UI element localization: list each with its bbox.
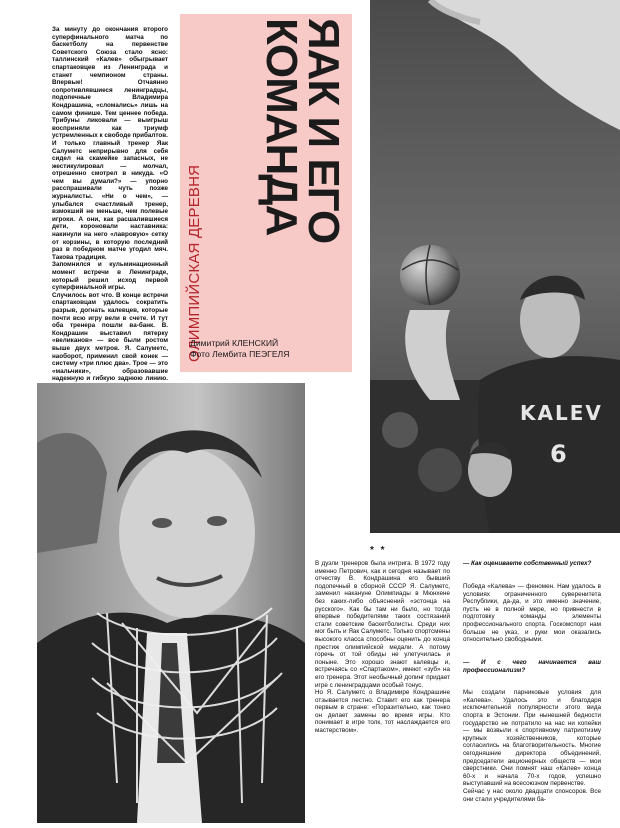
section-stars: * * (370, 545, 387, 556)
interview-answer-1: Победа «Калева» — феномен. Нам удалось в условиях ограниченного суверенитета Республики, да-да, и это именно значение, пусть не в полной мере, но привнести в подготовку команды элементы профессионального спорта. Госкомспорт нам больше не указ, и руки мои оказались относительно свободными. (463, 582, 603, 644)
basketball-player-photo (370, 0, 620, 533)
mid-article-column: В дуэли тренеров была интрига. В 1972 году именно Петрович, как и сегодня называет по отчеству В. Кондрашина его бывший подопечный в сборной СССР Я. Салуметс, заменил накануне Олимпиады в Мюнхене без каких-либо объяснений «эстонца на русского». Как бы там ни было, но тогда впервые победителями таких состязаний стали советские баскетболисты. Среди них мог быть и Яак Салуметс. Только спортсмены высокого класса способны оценить до конца престиж олимпийской медали. А потому горечь от той обиды не улетучилась и поныне. Это хорошо знают калевцы и, встречаясь со «Спартаком», имеют «зуб» на его тренера. Этот необычный допинг придает игре с ленинградцами особый тонус. Но Я. Салуметс о Владимире Кондрашине отзывается лестно. Ставит его как тренера первым в стране: «Поразительно, как тонко он делает замены во время игры. Кто понимает в игре толк, тот наслаждается его мастерством». (315, 560, 450, 735)
left-article-column: За минуту до окончания второго суперфинального матча по баскетболу на первенстве Советского Союза стало ясно: таллинский «Калев» обыгрывает спартаковцев из Ленинграда и станет чемпионом страны. Впервые! Отчаянно сопротивлявшиеся ленинградцы, подопечные Владимира Кондрашина, «сломались» лишь на самом финише. Тем ценнее победа. Трибуны ликовали — выигрыш восприняли как триумф устремленных к свободе прибалтов. И только главный тренер Яак Салуметс неприрывно для себя сидел на скамейке запасных, не жестикулировал — молчал, отрешенно смотрел в никуда. «О чем вы думали?» — упорно расспрашивали чуть позже журналисты. «Ни о чем», — улыбался счастливый тренер, взмокший не меньше, чем полевые игроки. А они, как расшалившиеся дети, короновали наставника: накинули на него «лавровую» сетку от корзины, в которую последний раз в победном матче угодил мяч. Такова традиция. Запомнился и кульминационный момент встречи в Ленинграде, который решил исход первой суперфинальной игры. Случилось вот что. В конце встречи спартаковцам удалось сократить разрыв, догнать калевцев, которые почти всю игру вели в счете. И тут оба тренера пошли ва-банк. В. Кондрашин выставил пятерку «великанов» — все были ростом выше двух метров. Я. Салуметс, наоборот, применил свой конек — систему «три плюс два». Трое — это «мальчики», образовавшие надежную и гибкую заднюю линию. (52, 26, 168, 383)
basketball-photo-illustration (370, 0, 620, 533)
jersey-number-text: 6 (550, 440, 567, 468)
interview-question-1: — Как оцениваете собственный успех? (463, 560, 592, 568)
byline (190, 338, 289, 360)
interview-question-2: — И с чего начинается ваш профессионализм? (463, 658, 603, 674)
title-panel (180, 14, 352, 372)
right-article-column (463, 545, 601, 823)
coach-photo-illustration (37, 383, 305, 823)
article-headline: ЯАК И ЕГО КОМАНДА (257, 18, 348, 244)
coach-with-net-photo (37, 383, 305, 823)
interview-answer-2: Мы создали парниковые условия для «Калева». Удалось это и благодаря исключительной популярности этого вида спорта в Эстонии. При нынешней бедности государство не потратило на нас ни копейки — мы возвыли к спортивному патриотизму крупных хозяйственников, которые согласились на благотворительность. Многие сегодняшние директора объединений, председатели акционерных обществ — мои сверстники. Они помнят наш «Калев» конца 60-х и начала 70-х годов, успешно выступавший на всесоюзном первенстве. Сейчас у нас около двадцати спонсоров. Все они стали учредителями ба- (463, 689, 601, 803)
section-rubric: ОЛИМПИЙСКАЯ ДЕРЕВНЯ (186, 164, 203, 362)
jersey-team-text: KALEV (520, 401, 603, 425)
photo-credit: Фото Лембита ПЕЭГЕЛЯ (190, 349, 290, 359)
author-credit: Димитрий КЛЕНСКИЙ (190, 338, 279, 348)
